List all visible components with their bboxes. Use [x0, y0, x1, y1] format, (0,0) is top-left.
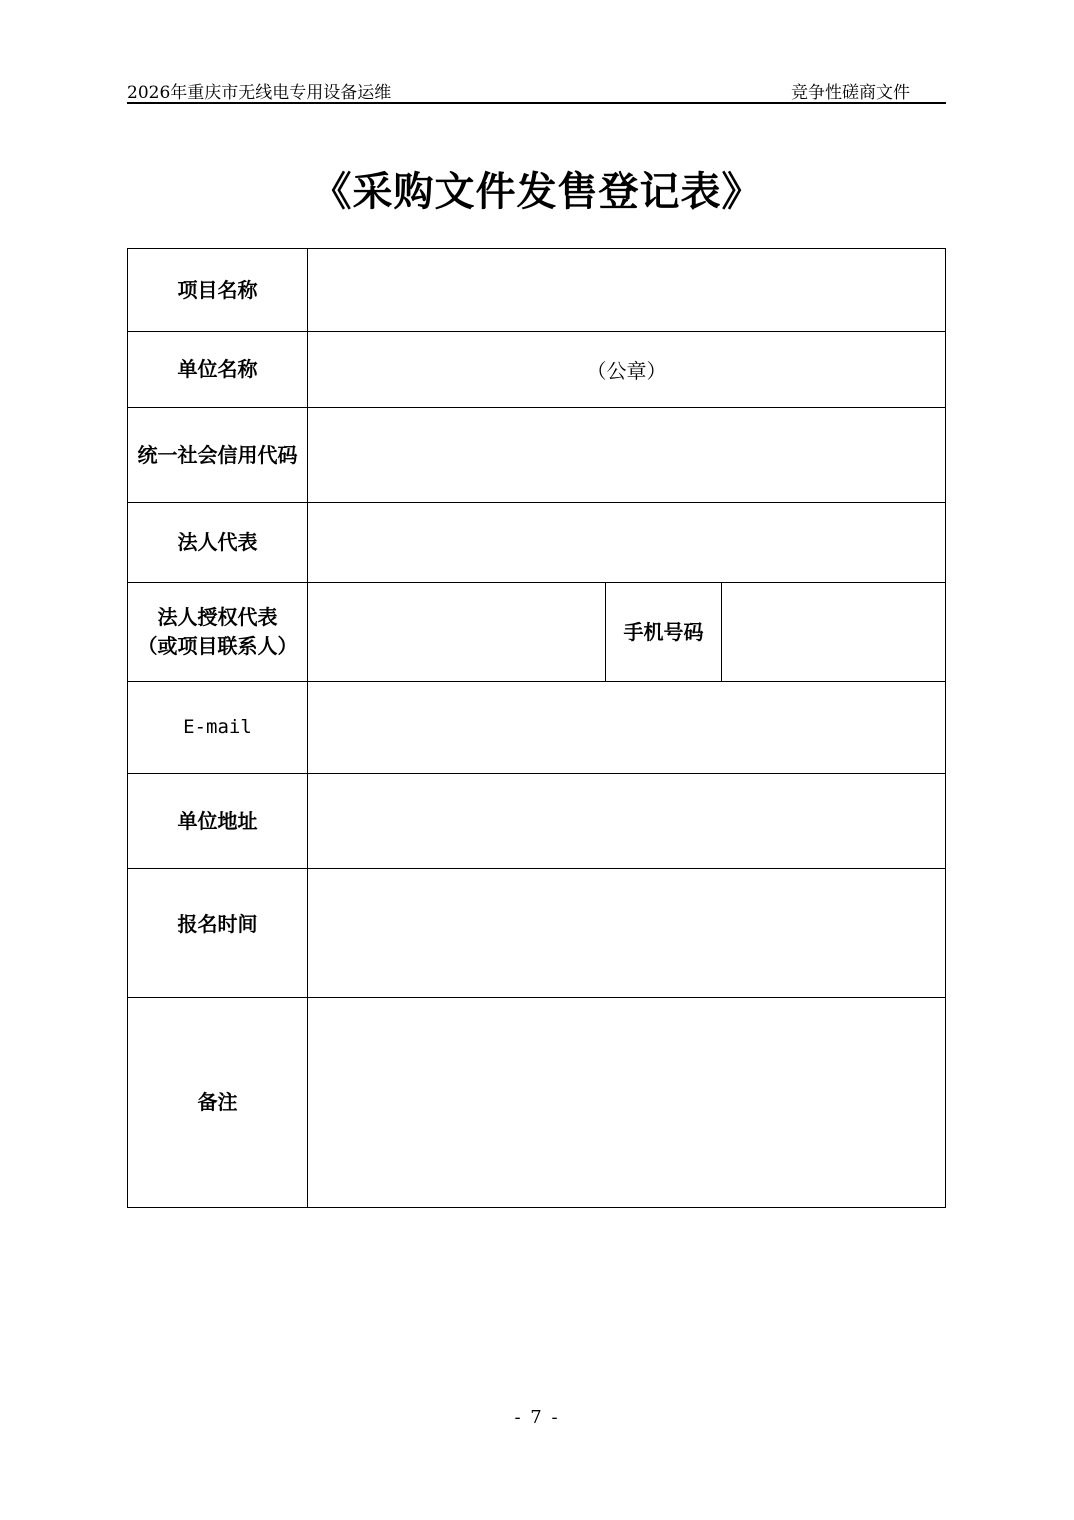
row-legal-rep	[128, 503, 946, 583]
header-document-type: 竞争性磋商文件	[791, 83, 910, 103]
header-project-title: 2026年重庆市无线电专用设备运维	[127, 83, 392, 103]
registration-time-label: 报名时间	[128, 869, 308, 998]
row-address	[128, 774, 946, 869]
row-credit-code	[128, 408, 946, 503]
authorized-rep-label-line2: （或项目联系人）	[137, 634, 298, 658]
page-title: 《采购文件发售登记表》	[311, 168, 763, 215]
phone-field[interactable]	[722, 583, 946, 682]
project-name-label: 项目名称	[128, 249, 308, 332]
authorized-rep-label-line1: 法人授权代表	[157, 605, 278, 629]
project-name-field[interactable]	[308, 249, 946, 332]
registration-time-field[interactable]	[308, 869, 946, 998]
row-authorized-rep	[128, 583, 946, 682]
legal-rep-field[interactable]	[308, 503, 946, 583]
authorized-rep-label	[128, 583, 308, 682]
authorized-rep-field[interactable]	[308, 583, 606, 682]
page-number: - 7 -	[514, 1407, 560, 1428]
remarks-label: 备注	[128, 998, 308, 1208]
row-registration-time	[128, 869, 946, 998]
unit-name-field[interactable]: （公章）	[308, 332, 946, 408]
registration-form-table	[127, 248, 946, 1208]
row-project-name	[128, 249, 946, 332]
row-unit-name	[128, 332, 946, 408]
phone-label: 手机号码	[606, 583, 722, 682]
row-email	[128, 682, 946, 774]
remarks-field[interactable]	[308, 998, 946, 1208]
address-label: 单位地址	[128, 774, 308, 869]
legal-rep-label: 法人代表	[128, 503, 308, 583]
email-label: E-mail	[128, 682, 308, 774]
credit-code-label: 统一社会信用代码	[128, 408, 308, 503]
address-field[interactable]	[308, 774, 946, 869]
row-remarks	[128, 998, 946, 1208]
page-header	[127, 74, 946, 104]
unit-name-label: 单位名称	[128, 332, 308, 408]
credit-code-field[interactable]	[308, 408, 946, 503]
email-field[interactable]	[308, 682, 946, 774]
